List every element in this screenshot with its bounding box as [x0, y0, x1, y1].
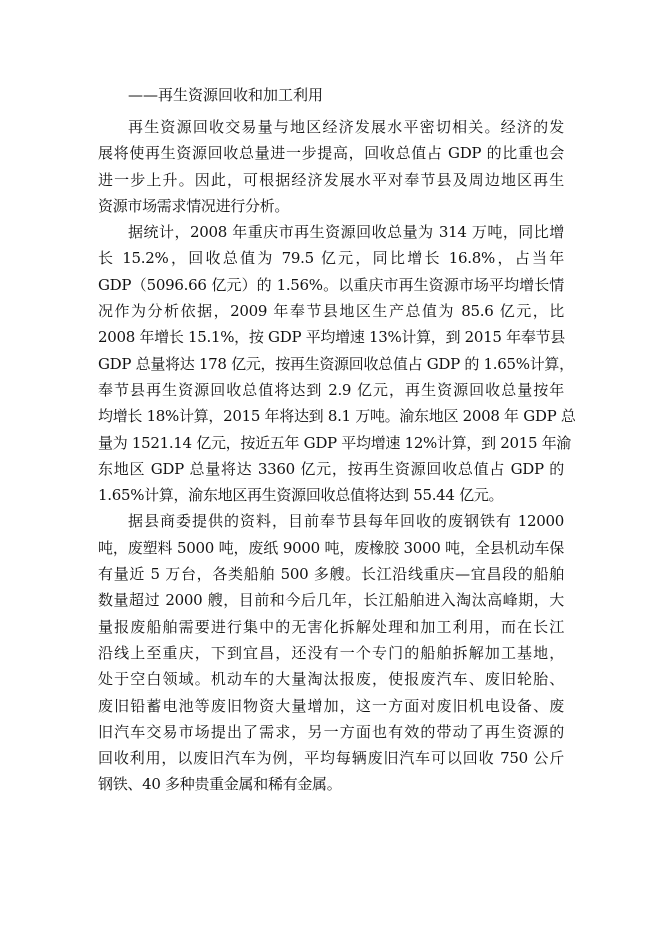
text-line: 回收利用，以废旧汽车为例，平均每辆废旧汽车可以回收 750 公斤: [98, 749, 564, 768]
text-line: 1.65%计算，渝东地区再生资源回收总值将达到 55.44 亿元。: [98, 486, 504, 505]
text-line: 量为 1521.14 亿元，按近五年 GDP 平均增速 12%计算，到 2015 年渝: [98, 433, 572, 452]
text-line: 均增长 18%计算，2015 年将达到 8.1 万吨。渝东地区 2008 年 GDP 总: [98, 407, 576, 426]
text-line: 展将使再生资源回收总量进一步提高，回收总值占 GDP 的比重也会: [98, 144, 564, 163]
text-line: 据统计，2008 年重庆市再生资源回收总量为 314 万吨，同比增: [128, 223, 564, 242]
text-line: 有量近 5 万台，各类船舶 500 多艘。长江沿线重庆—宜昌段的船舶: [98, 565, 564, 584]
text-line: 进一步上升。因此，可根据经济发展水平对奉节县及周边地区再生: [98, 170, 564, 189]
text-line: 旧汽车交易市场提出了需求，另一方面也有效的带动了再生资源的: [98, 722, 564, 741]
paragraph-1: [98, 114, 564, 219]
section-heading: ——再生资源回收和加工利用: [128, 86, 324, 104]
text-line: 2008 年增长 15.1%，按 GDP 平均增速 13%计算，到 2015 年奉节县: [98, 328, 565, 347]
text-line: 况作为分析依据，2009 年奉节县地区生产总值为 85.6 亿元，比: [98, 302, 564, 321]
text-line: 资源市场需求情况进行分析。: [98, 196, 290, 215]
text-line: 东地区 GDP 总量将达 3360 亿元，按再生资源回收总值占 GDP 的: [98, 459, 564, 478]
text-line: 处于空白领域。机动车的大量淘汰报废，使报废汽车、废旧轮胎、: [98, 670, 564, 689]
text-line: 据县商委提供的资料，目前奉节县每年回收的废钢铁有 12000: [128, 512, 564, 531]
text-line: GDP 总量将达 178 亿元，按再生资源回收总值占 GDP 的 1.65%计算，: [98, 354, 574, 373]
text-line: 量报废船舶需要进行集中的无害化拆解处理和加工利用，而在长江: [98, 617, 564, 636]
text-line: 长 15.2%，回收总值为 79.5 亿元，同比增长 16.8%，占当年: [98, 249, 564, 268]
paragraph-3: [98, 508, 564, 797]
text-line: GDP（5096.66 亿元）的 1.56%。以重庆市再生资源市场平均增长情: [98, 275, 564, 294]
text-line: 吨，废塑料 5000 吨，废纸 9000 吨，废橡胶 3000 吨，全县机动车保: [98, 538, 564, 557]
text-line: 沿线上至重庆，下到宜昌，还没有一个专门的船舶拆解加工基地，: [98, 643, 564, 662]
text-line: 废旧铅蓄电池等废旧物资大量增加，这一方面对废旧机电设备、废: [98, 696, 564, 715]
text-line: 奉节县再生资源回收总值将达到 2.9 亿元，再生资源回收总量按年: [98, 380, 564, 399]
text-line: 再生资源回收交易量与地区经济发展水平密切相关。经济的发: [128, 118, 564, 136]
paragraph-2: [98, 219, 576, 508]
document-body: [98, 82, 576, 798]
text-line: 数量超过 2000 艘，目前和今后几年，长江船舶进入淘汰高峰期，大: [98, 591, 564, 610]
text-line: 钢铁、40 多种贵重金属和稀有金属。: [98, 775, 342, 794]
